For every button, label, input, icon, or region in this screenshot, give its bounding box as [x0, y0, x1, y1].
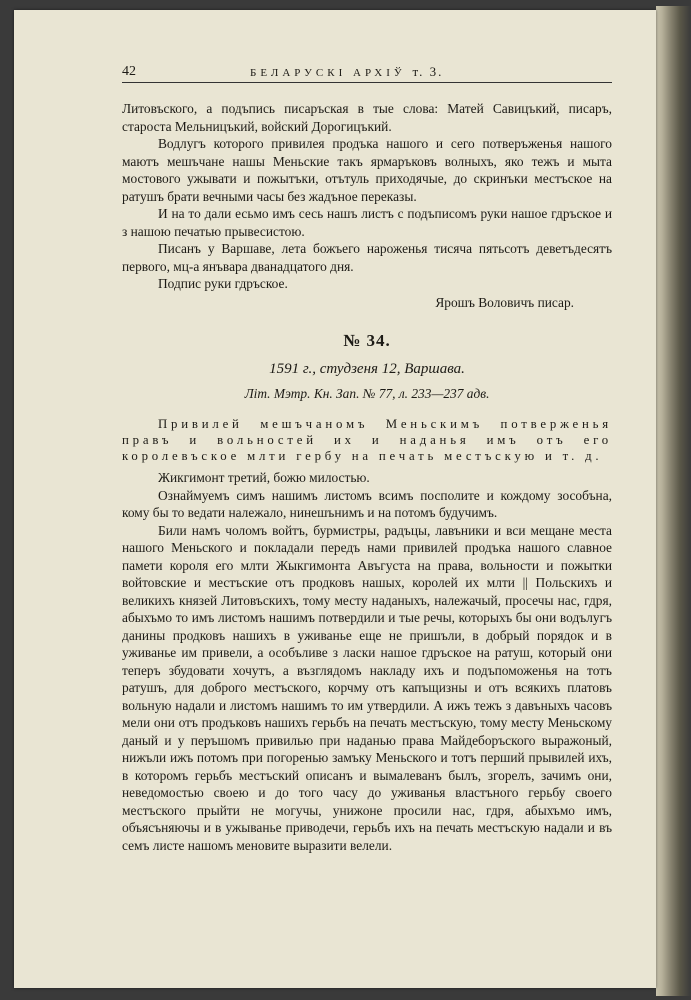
prev-doc-paragraph-4: Писанъ у Варшаве, лета божъего нароженья тисяча пятьсотъ деветъдесятъ первого, мц-а янъвара дванадцатого дня. [122, 241, 612, 274]
document-number: № 34. [343, 331, 391, 350]
page-content [122, 62, 612, 854]
prev-doc-paragraph-1: Литовъского, а подъпись писаръская в тые слова: Матей Савицъкий, писаръ, староста Мельницъкий, войский Дорогицъкий. [122, 101, 612, 134]
book-spine-shadow [656, 6, 691, 996]
journal-title: БЕЛАРУСКІ АРХІЎ [250, 67, 406, 79]
volume-label: т. 3. [412, 64, 444, 79]
document-paragraph-1: Ознаймуемъ симъ нашимъ листомъ всимъ посполите и кождому зособъна, кому бы то ведати належало, нинешънимъ и на потомъ будучимъ. [122, 487, 612, 520]
prev-doc-paragraph-3: И на то дали есьмо имъ сесь нашъ листъ с подъписомъ руки нашое гдръское и з нашою печатью прывесистою. [122, 206, 612, 239]
document-heading: Привилей мешъчаномъ Меньскимъ потверженья правъ и вольностей их и наданья имъ отъ его королевъское млти гербу на печать местъскую и т. д. [122, 417, 612, 463]
document-source: Літ. Мэтр. Кн. Зап. № 77, л. 233—237 адв. [244, 386, 490, 401]
document-intro: Жикгимонт третий, божю милостью. [158, 470, 370, 485]
page-number: 42 [122, 64, 136, 79]
document-date: 1591 г., студзеня 12, Варшава. [269, 361, 465, 377]
document-paragraph-2: Били намъ чоломъ войтъ, бурмистры, радъцы, лавъники и вси мещане места нашого Меньского и покладали передъ нами привилей продъка нашого славное памети короля его млти Жыкгимонта Авъгуста на права, вольности и пожытки войтовские и местъские отъ продковъ нашых, королей их млти || Польскихъ и великихъ князей Литовъскихъ, тому месту наданыхъ, належачый, просечы нас, гдря, абыхъмо то имъ листомъ нашимъ потвердили и тые речы, которыхъ бы они водълугъ данины продковъ нашихъ в уживанье еще не пришъли, в добрый порядок и в уживанье им привели, а особъливе з ласки нашое гдръское на ратуш, который они теперъ збудовати хочутъ, а възглядомъ накладу ихъ и подъпоможенья на тотъ ратушъ, для доброго местъского, корчму отъ капъщизны и отъ всякихъ платовъ вольную надали и листомъ нашимъ то им утвердили. А ижъ тежъ з давъныхъ часовъ мели они отъ продъковъ нашихъ герьбъ на печать местъскую, тому месту Меньскому даный и у перъшомъ привилью при наданью права Майдеборъского выражоный, нижъли ижъ потомъ при погоренью замъку Меньского и тотъ перший прывилей ихъ, в которомъ герьбъ местъский описанъ и вымалеванъ былъ, згорелъ, зачимъ они, неведомостью своею и до того часу до уживанья властъного герьбу своего местъского прыйти не могучы, унижоне просили нас, гдря, абыхъмо имъ, объясъняючы и в ужыванье приводечи, герьбъ ихъ на печать местъскую надали и въ семъ листе нашомъ меновите выразити велели. [122, 522, 612, 853]
running-head-title [250, 64, 443, 80]
prev-doc-signature: Ярошъ Воловичъ писар. [435, 294, 574, 310]
prev-doc-paragraph-2: Водлугъ которого привилея продъка нашого и сего потверъженья нашого маютъ мешъчане нашы Меньские такъ ярмаръковъ волныхъ, яко тежъ и мыта мостового ужывати и пожытъки, отътуль приходячые, до скринъки местъское на ратушъ брати вечными часы без жадъное переказы. [122, 136, 612, 204]
running-head [122, 62, 612, 83]
prev-doc-paragraph-5: Подпис руки гдръское. [158, 276, 288, 291]
